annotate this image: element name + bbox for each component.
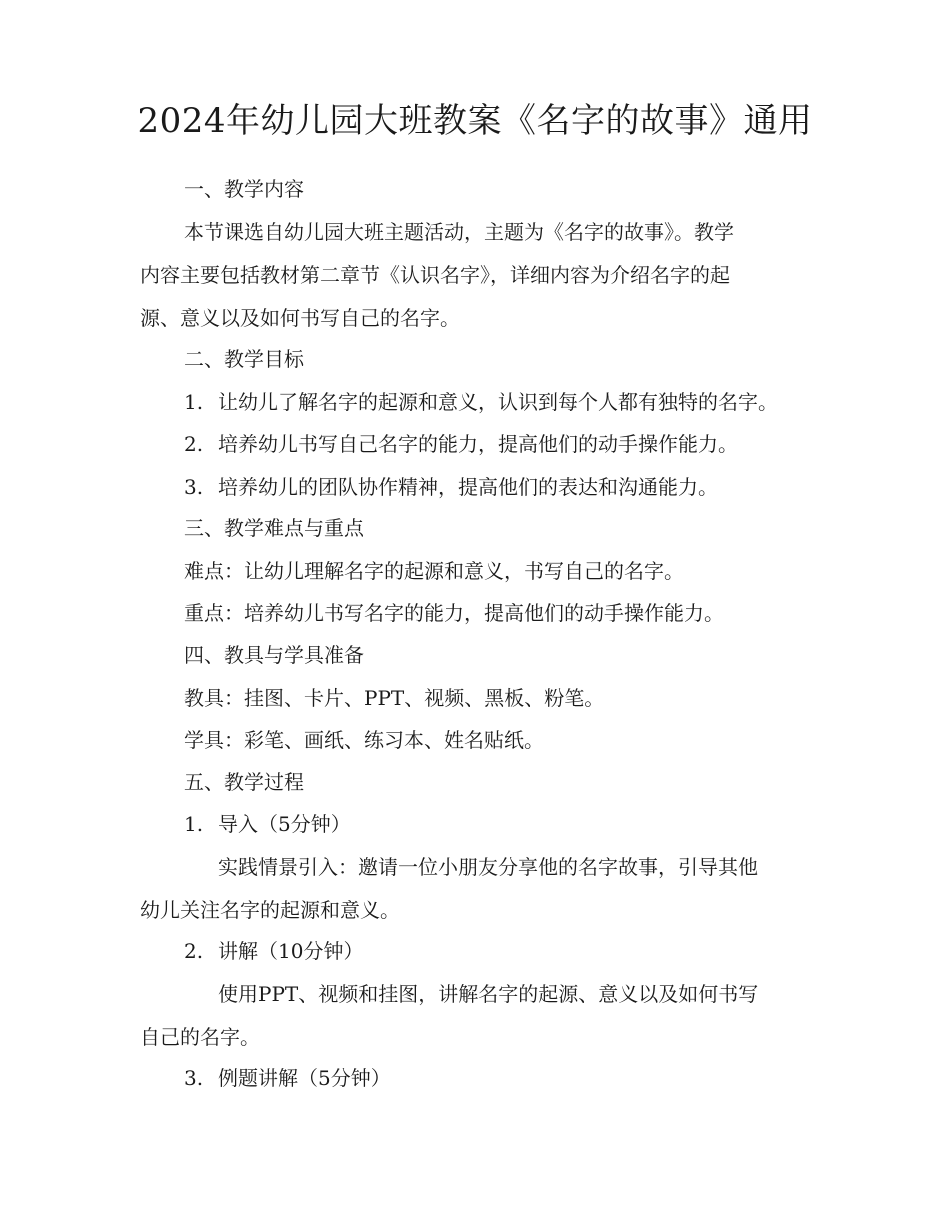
step-number: 1. (184, 812, 204, 836)
step-2-desc-line-2: 自己的名字。 (140, 1025, 260, 1049)
process-step-1 (184, 810, 351, 838)
student-tools-line: 学具：彩笔、画纸、练习本、姓名贴纸。 (184, 728, 544, 752)
goal-item-3 (184, 473, 718, 501)
goal-number: 2. (184, 432, 204, 456)
step-number: 3. (184, 1066, 204, 1090)
document-title: 2024年幼儿园大班教案《名字的故事》通用 (137, 101, 813, 141)
step-title: 讲解（10分钟） (218, 939, 364, 963)
section-heading-content: 一、教学内容 (184, 177, 304, 201)
section-heading-goals: 二、教学目标 (184, 347, 304, 371)
content-paragraph-line-2: 内容主要包括教材第二章节《认识名字》，详细内容为介绍名字的起 (140, 263, 730, 287)
step-2-desc-line-1: 使用PPT、视频和挂图，讲解名字的起源、意义以及如何书写 (218, 982, 759, 1006)
process-step-3 (184, 1064, 391, 1092)
keypoint-line: 重点：培养幼儿书写名字的能力，提高他们的动手操作能力。 (184, 601, 724, 625)
step-1-desc-line-2: 幼儿关注名字的起源和意义。 (140, 898, 400, 922)
section-heading-difficulty: 三、教学难点与重点 (184, 516, 364, 540)
step-title: 例题讲解（5分钟） (218, 1066, 391, 1090)
content-paragraph-line-1: 本节课选自幼儿园大班主题活动，主题为《名字的故事》。教学 (184, 220, 734, 244)
step-number: 2. (184, 939, 204, 963)
difficulty-line: 难点：让幼儿理解名字的起源和意义，书写自己的名字。 (184, 559, 684, 583)
step-title: 导入（5分钟） (218, 812, 351, 836)
step-1-desc-line-1: 实践情景引入：邀请一位小朋友分享他的名字故事，引导其他 (218, 855, 758, 879)
section-heading-process: 五、教学过程 (184, 770, 304, 794)
goal-number: 3. (184, 475, 204, 499)
goal-text: 培养幼儿书写自己名字的能力，提高他们的动手操作能力。 (218, 432, 738, 456)
goal-text: 培养幼儿的团队协作精神，提高他们的表达和沟通能力。 (218, 475, 718, 499)
goal-item-2 (184, 430, 738, 458)
section-heading-materials: 四、教具与学具准备 (184, 643, 364, 667)
content-paragraph-line-3: 源、意义以及如何书写自己的名字。 (140, 306, 460, 330)
process-step-2 (184, 937, 363, 965)
goal-number: 1. (184, 390, 204, 414)
goal-text: 让幼儿了解名字的起源和意义，认识到每个人都有独特的名字。 (218, 390, 778, 414)
teacher-tools-line: 教具：挂图、卡片、PPT、视频、黑板、粉笔。 (184, 686, 605, 710)
goal-item-1 (184, 388, 778, 416)
